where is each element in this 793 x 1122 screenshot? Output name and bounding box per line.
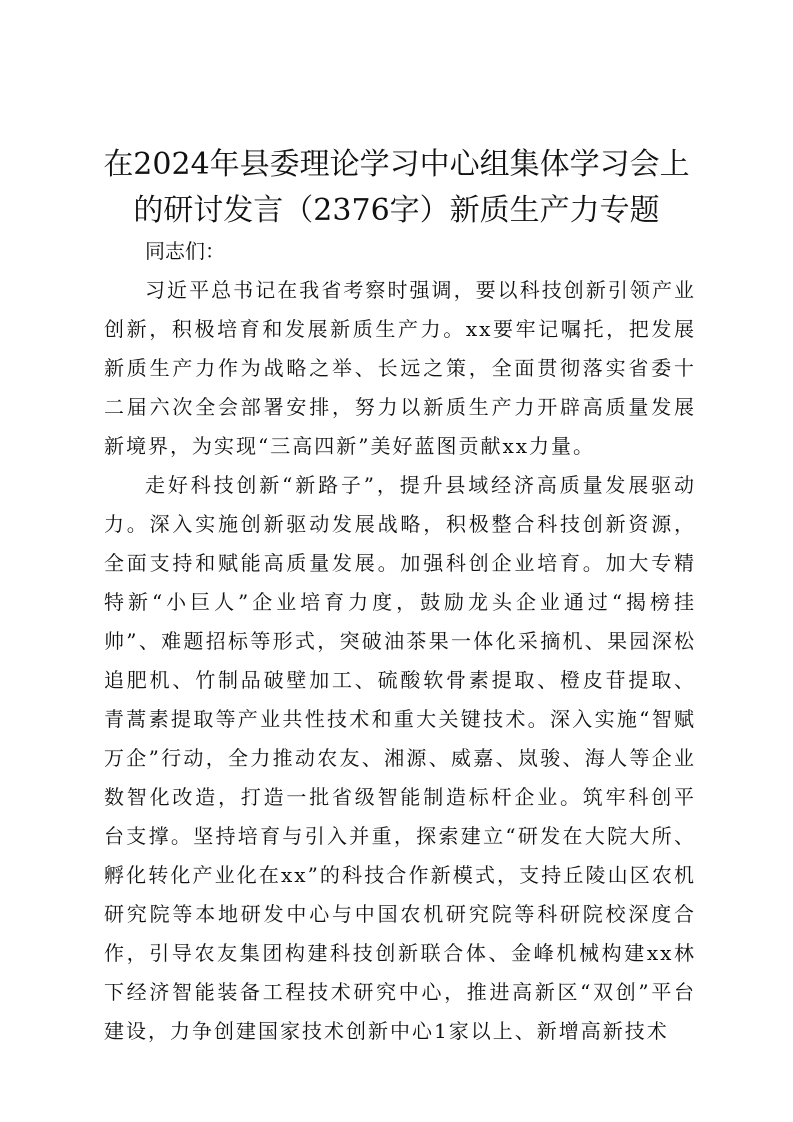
document-body — [104, 232, 696, 1051]
salutation: 同志们： — [145, 239, 225, 263]
paragraph-2: 走好科技创新“新路子”，提升县域经济高质量发展驱动力。深入实施创新驱动发展战略，积极整合科技创新资源，全面支持和赋能高质量发展。加强科创企业培育。加大专精特新“小巨人”企业培育力度，鼓励龙头企业通过“揭榜挂帅”、难题招标等形式，突破油茶果一体化采摘机、果园深松追肥机、竹制品破壁加工、硫酸软骨素提取、橙皮苷提取、青蒿素提取等产业共性技术和重大关键技术。深入实施“智赋万企”行动，全力推动农友、湘源、威嘉、岚骏、海人等企业数智化改造，打造一批省级智能制造标杆企业。筑牢科创平台支撑。坚持培育与引入并重，探索建立“研发在大院大所、孵化转化产业化在xx”的科技合作新模式，支持丘陵山区农机研究院等本地研发中心与中国农机研究院等科研院校深度合作，引导农友集团构建科技创新联合体、金峰机械构建xx林下经济智能装备工程技术研究中心，推进高新区“双创”平台建设，力争创建国家技术创新中心1家以上、新增高新技术 — [104, 473, 696, 1043]
document-title — [100, 142, 693, 234]
paragraph-1: 习近平总书记在我省考察时强调，要以科技创新引领产业创新，积极培育和发展新质生产力。xx要牢记嘱托，把发展新质生产力作为战略之举、长远之策，全面贯彻落实省委十二届六次全会部署安排，努力以新质生产力开辟高质量发展新境界，为实现“三高四新”美好蓝图贡献xx力量。 — [104, 278, 696, 458]
title-line-2: 的研讨发言（2376字）新质生产力专题 — [133, 193, 660, 228]
title-line-1: 在2024年县委理论学习中心组集体学习会上 — [103, 147, 690, 182]
